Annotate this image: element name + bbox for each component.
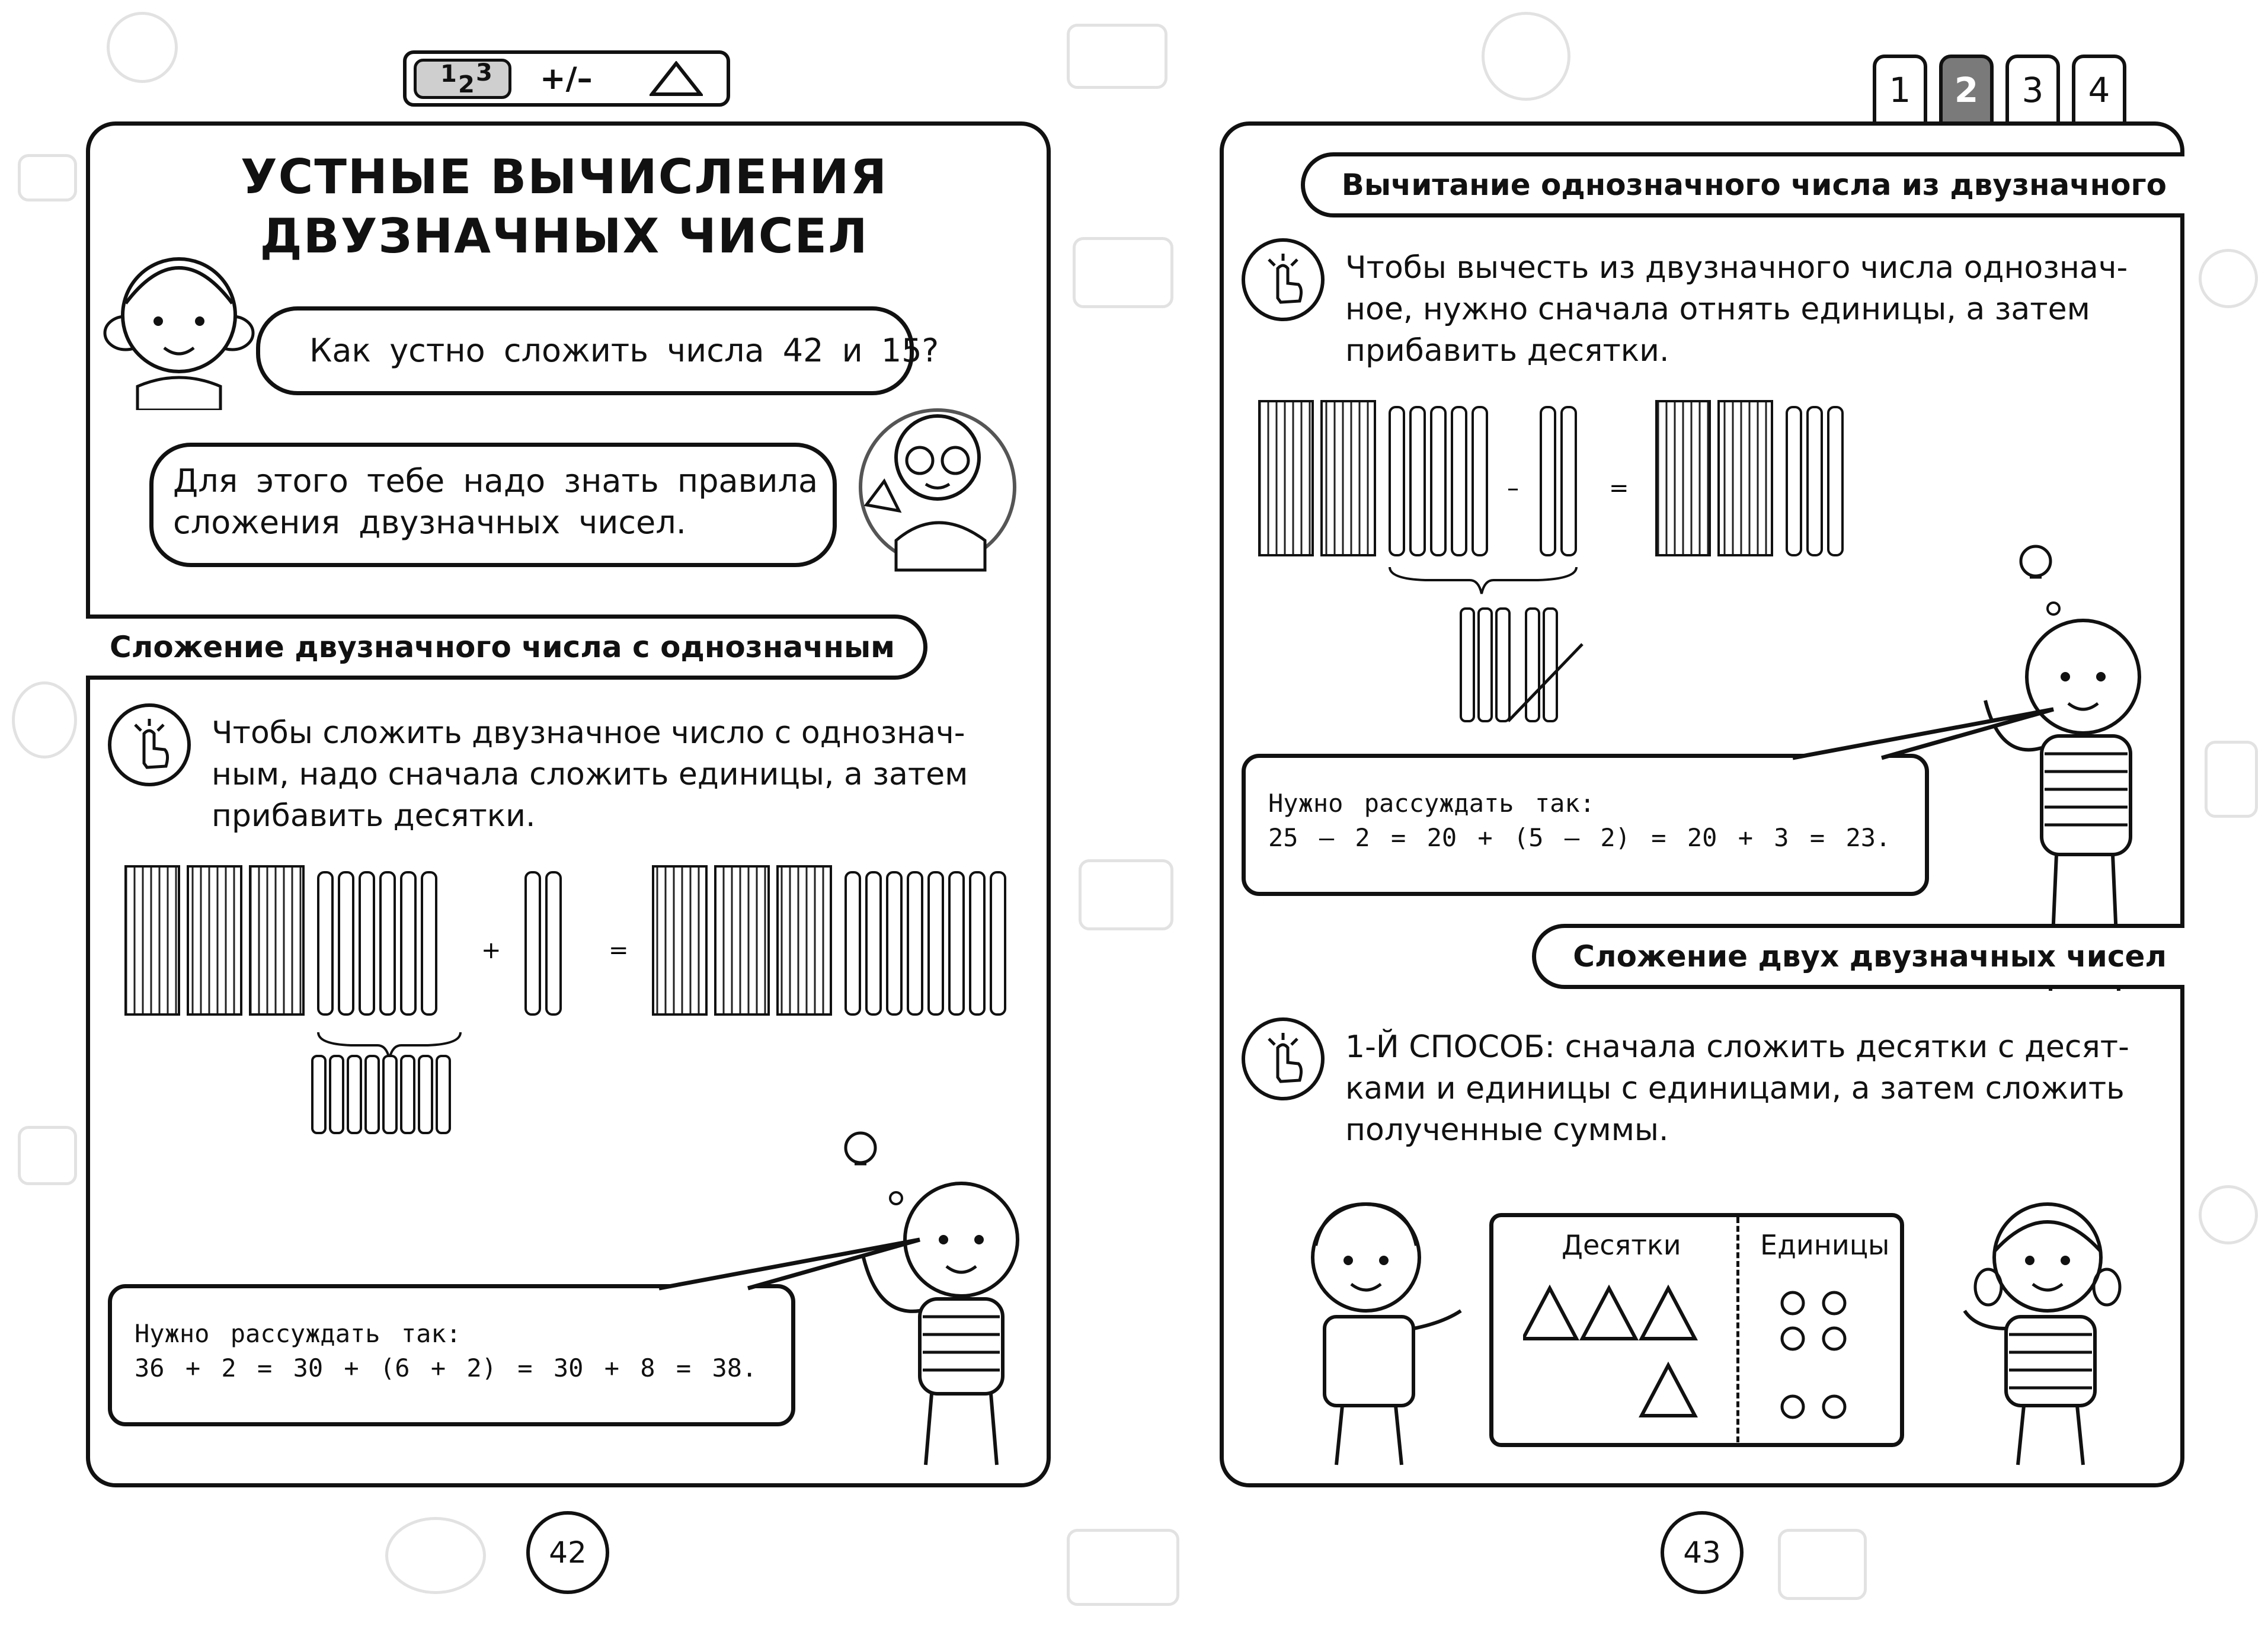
tens-bundles-36 <box>126 866 460 1059</box>
numbers-digit-2: 2 <box>458 71 475 98</box>
method-line3: полученные суммы. <box>1345 1112 1669 1148</box>
minus-sign: – <box>1507 475 1519 502</box>
rule-line3: прибавить десятки. <box>212 798 536 834</box>
reasoning-label: Нужно рассуждать так: <box>135 1319 462 1348</box>
section-title-subtract: Вычитание однозначного числа из двузначного <box>1301 152 2184 217</box>
background-doodle <box>2199 1185 2258 1244</box>
chapter-tab-1[interactable]: 1 <box>1873 55 1927 126</box>
equals-sign: = <box>1609 475 1629 502</box>
triangle-icons <box>1523 1282 1713 1430</box>
page-number-right: 43 <box>1661 1511 1744 1594</box>
background-doodle <box>1079 859 1173 930</box>
pointing-hand-icon <box>1242 238 1325 321</box>
background-doodle <box>107 12 178 83</box>
girl-illustration <box>1935 1186 2148 1477</box>
right-page <box>1220 121 2184 1487</box>
speech-bubble-tail <box>1793 703 2059 763</box>
section-title-add-two-digit: Сложение двух двузначных чисел <box>1532 924 2184 989</box>
background-doodle <box>1067 24 1167 89</box>
tens-ones-table <box>1489 1213 1904 1447</box>
combined-ones-sticks-8 <box>312 1056 450 1133</box>
pointing-hand-icon <box>108 703 191 786</box>
answer-line2: сложения двузначных чисел. <box>173 504 686 541</box>
geometry-topic-button[interactable] <box>650 61 703 97</box>
equals-sign: = <box>609 937 629 964</box>
teacher-avatar <box>843 392 1032 588</box>
background-doodle <box>18 1126 77 1185</box>
reasoning-expression: 36 + 2 = 30 + (6 + 2) = 30 + 8 = 38. <box>135 1353 757 1382</box>
background-doodle <box>2205 741 2258 818</box>
background-doodle <box>1067 1529 1179 1606</box>
subtract-rule-line3: прибавить десятки. <box>1345 333 1669 369</box>
plus-sign: + <box>481 937 501 964</box>
counting-sticks-subtraction <box>1247 389 1959 739</box>
chapter-tab-3[interactable]: 3 <box>2005 55 2060 126</box>
answer-line1: Для этого тебе надо знать правила <box>173 462 818 500</box>
pointing-hand-icon <box>1242 1017 1325 1100</box>
subtract-rule-line2: ное, нужно сначала отнять единицы, а затем <box>1345 292 2090 327</box>
rule-line1: Чтобы сложить двузначное число с однознач- <box>212 715 965 751</box>
topic-nav-bar <box>403 50 730 107</box>
chapter-tab-2-active[interactable]: 2 <box>1939 55 1994 126</box>
background-doodle <box>18 154 77 201</box>
page-number-left: 42 <box>526 1511 609 1594</box>
background-doodle <box>1073 237 1173 308</box>
operations-topic-button[interactable]: +/– <box>540 61 593 97</box>
girl-avatar <box>102 232 256 410</box>
table-header-ones: Единицы <box>1760 1229 1890 1261</box>
question-text: Как устно сложить числа 42 и 15? <box>309 332 939 369</box>
background-doodle <box>12 681 77 759</box>
method-line2: ками и единицы с единицами, а затем сложить <box>1345 1071 2125 1106</box>
left-page <box>86 121 1051 1487</box>
background-doodle <box>385 1517 486 1594</box>
table-header-tens: Десятки <box>1562 1229 1681 1261</box>
counting-sticks-addition <box>114 854 1038 1139</box>
section-title-add-one-digit: Сложение двузначного числа с однозначным <box>86 615 927 680</box>
subtract-rule-line1: Чтобы вычесть из двузначного числа однознач- <box>1345 250 2128 286</box>
curly-boy-illustration <box>1283 1192 1485 1477</box>
method-line1: 1-Й СПОСОБ: сначала сложить десятки с десят- <box>1345 1029 2129 1065</box>
chapter-tab-4[interactable]: 4 <box>2072 55 2126 126</box>
circle-icons <box>1778 1288 1861 1430</box>
ones-sticks-2 <box>526 872 561 1014</box>
background-doodle <box>2199 249 2258 308</box>
numbers-digit-3: 3 <box>476 59 492 87</box>
reasoning-expression: 25 – 2 = 20 + (5 – 2) = 20 + 3 = 23. <box>1268 823 1891 852</box>
page-title-line1: УСТНЫЕ ВЫЧИСЛЕНИЯ <box>240 149 888 204</box>
result-sticks-38 <box>653 866 1005 1014</box>
table-divider <box>1736 1217 1739 1442</box>
background-doodle <box>1778 1529 1867 1600</box>
page-title-line2: ДВУЗНАЧНЫХ ЧИСЕЛ <box>260 209 869 264</box>
reasoning-label: Нужно рассуждать так: <box>1268 789 1595 818</box>
numbers-digit-1: 1 <box>440 60 457 88</box>
background-doodle <box>1482 12 1570 101</box>
numbers-topic-button[interactable] <box>414 59 511 99</box>
boy-illustration <box>807 1121 1032 1477</box>
rule-line2: ным, надо сначала сложить единицы, а затем <box>212 757 968 792</box>
speech-bubble-tail <box>659 1234 926 1293</box>
